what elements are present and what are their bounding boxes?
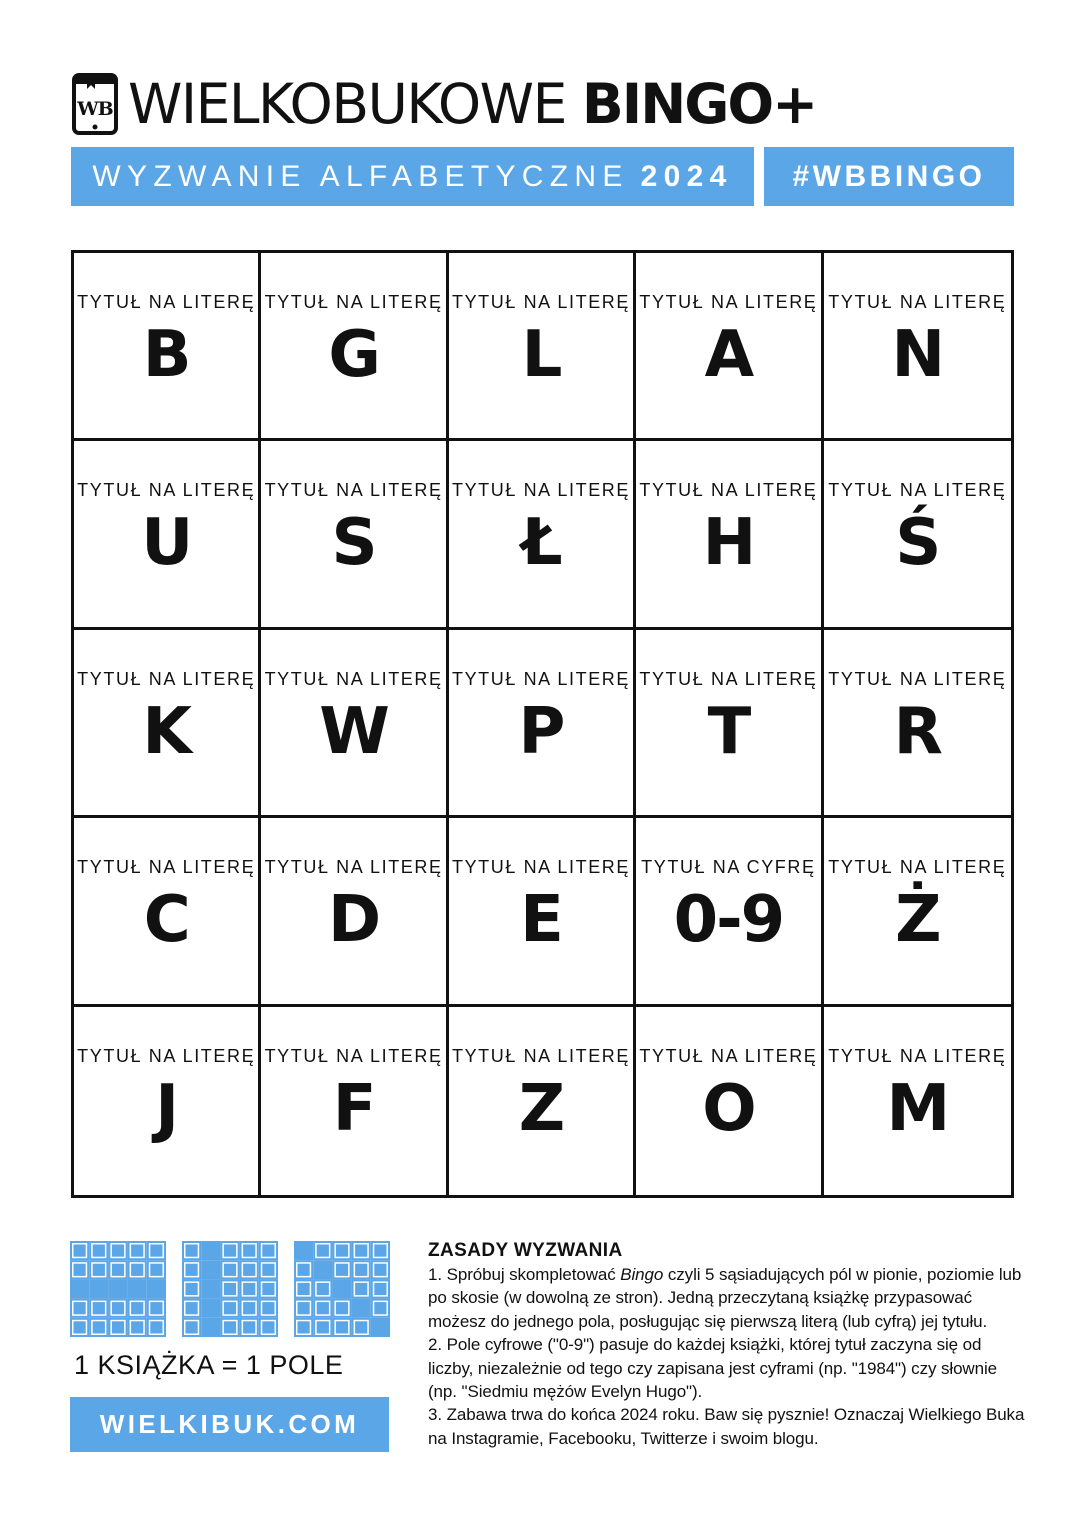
bingo-cell-label: TYTUŁ NA LITERĘ	[264, 1045, 443, 1066]
rule-caption: 1 KSIĄŻKA = 1 POLE	[74, 1350, 344, 1380]
bingo-cell-label: TYTUŁ NA CYFRĘ	[641, 857, 816, 878]
bingo-cell-label: TYTUŁ NA LITERĘ	[264, 292, 443, 312]
bingo-cell-letter: M	[886, 1071, 949, 1146]
bingo-cell-letter: K	[142, 694, 190, 769]
bingo-cell-letter: J	[155, 1071, 178, 1146]
bingo-cell[interactable]	[636, 1007, 823, 1195]
bingo-cell[interactable]	[824, 253, 1011, 441]
rule-3: 3. Zabawa trwa do końca 2024 roku. Baw się pysznie! Oznaczaj Wielkiego Buka na Instagramie, Facebooku, Twitterze i swoim blogu.	[428, 1405, 1025, 1448]
bingo-cell[interactable]	[636, 818, 823, 1006]
bingo-cell-letter: T	[707, 694, 750, 769]
bingo-cell-label: TYTUŁ NA LITERĘ	[264, 668, 443, 689]
bingo-cell[interactable]	[636, 253, 823, 441]
bingo-cell-label: TYTUŁ NA LITERĘ	[639, 480, 818, 501]
hashtag-text: #WBBINGO	[792, 159, 986, 193]
rules-body	[428, 1263, 1028, 1450]
bingo-cell-label: TYTUŁ NA LITERĘ	[264, 857, 443, 878]
bingo-cell-label: TYTUŁ NA LITERĘ	[828, 668, 1007, 689]
bingo-cell-label: TYTUŁ NA LITERĘ	[828, 292, 1007, 312]
rules-title: ZASADY WYZWANIA	[428, 1240, 623, 1261]
bingo-cell[interactable]	[824, 818, 1011, 1006]
bingo-patterns	[70, 1241, 390, 1337]
bingo-cell-label: TYTUŁ NA LITERĘ	[451, 857, 631, 878]
bingo-cell-letter: 0-9	[673, 883, 784, 958]
website-link[interactable]	[70, 1397, 389, 1452]
bingo-cell-label: TYTUŁ NA LITERĘ	[451, 480, 631, 501]
bingo-cell-label: TYTUŁ NA LITERĘ	[828, 480, 1007, 501]
bingo-cell-letter: H	[702, 506, 755, 581]
bingo-cell-label: TYTUŁ NA LITERĘ	[77, 668, 256, 689]
rule-2: 2. Pole cyfrowe ("0-9") pasuje do każdej książki, której tytuł zaczyna się od liczby, niezależnie od tego czy zapisana jest cyframi (np. "1984") czy słownie (np. "Siedmiu mężów Evelyn Hugo").	[428, 1335, 997, 1402]
bingo-cell-letter: E	[520, 883, 562, 958]
challenge-subtitle: WYZWANIE ALFABETYCZNE	[92, 159, 629, 193]
bingo-cell-letter: F	[332, 1071, 375, 1146]
bingo-cell-letter: L	[521, 318, 561, 392]
rule-1-end: czyli 5 sąsiadujących pól w pionie, poziomie lub po skosie (w dowolną ze stron). Jedną przeczytaną książkę przypasować możesz do jednego pola, posługując się pierwszą literą (lub cyfrą) jej tytułu.	[428, 1265, 1022, 1331]
bingo-cell-letter: C	[143, 883, 189, 958]
bingo-cell-letter: Ś	[895, 506, 940, 581]
bingo-cell-label: TYTUŁ NA LITERĘ	[639, 668, 818, 689]
rules-section	[428, 1239, 1028, 1450]
bingo-cell[interactable]	[824, 1007, 1011, 1195]
bingo-row-pattern-icon	[70, 1241, 166, 1337]
challenge-year: 2024	[640, 159, 733, 193]
bingo-cell-letter: G	[328, 318, 379, 392]
bingo-cell[interactable]	[449, 441, 636, 629]
bingo-cell-label: TYTUŁ NA LITERĘ	[828, 857, 1007, 878]
bingo-cell[interactable]	[449, 630, 636, 818]
bingo-cell[interactable]	[74, 630, 261, 818]
bingo-cell-label: TYTUŁ NA LITERĘ	[77, 292, 256, 312]
bingo-cell-letter: Ż	[895, 883, 940, 958]
bingo-cell[interactable]	[261, 630, 448, 818]
bingo-cell-label: TYTUŁ NA LITERĘ	[77, 857, 256, 878]
bingo-cell[interactable]	[824, 630, 1011, 818]
rule-1-start: 1. Spróbuj skompletować	[428, 1265, 621, 1284]
bingo-cell[interactable]	[74, 253, 261, 441]
bingo-cell-label: TYTUŁ NA LITERĘ	[451, 668, 631, 689]
bingo-cell-letter: Ł	[521, 506, 561, 581]
bingo-cell-label: TYTUŁ NA LITERĘ	[77, 480, 256, 501]
bingo-cell[interactable]	[74, 441, 261, 629]
bingo-cell-label: TYTUŁ NA LITERĘ	[77, 1045, 256, 1066]
brand-title-light: WIELKOBUKOWE	[128, 72, 566, 136]
bingo-cell-letter: Z	[518, 1071, 564, 1146]
bingo-cell[interactable]	[261, 253, 448, 441]
bingo-cell-letter: N	[891, 318, 944, 392]
bingo-cell-label: TYTUŁ NA LITERĘ	[639, 1045, 818, 1066]
rule-1	[428, 1263, 1028, 1333]
bingo-cell[interactable]	[74, 818, 261, 1006]
bingo-cell-letter: P	[518, 694, 564, 769]
bingo-cell[interactable]	[261, 1007, 448, 1195]
bingo-cell[interactable]	[449, 1007, 636, 1195]
brand-title	[128, 72, 816, 136]
bingo-cell-letter: A	[704, 318, 753, 392]
bingo-column-pattern-icon	[182, 1241, 278, 1337]
bingo-cell-label: TYTUŁ NA LITERĘ	[451, 292, 631, 312]
bingo-cell-label: TYTUŁ NA LITERĘ	[828, 1045, 1007, 1066]
bingo-cell[interactable]	[824, 441, 1011, 629]
bingo-cell[interactable]	[636, 630, 823, 818]
bingo-cell-label: TYTUŁ NA LITERĘ	[639, 292, 818, 312]
bingo-diagonal-pattern-icon	[294, 1241, 390, 1337]
header	[72, 70, 1014, 138]
bingo-cell-letter: S	[331, 506, 376, 581]
bingo-cell-letter: D	[328, 883, 380, 958]
bingo-cell-label: TYTUŁ NA LITERĘ	[264, 480, 443, 501]
bingo-cell-letter: R	[893, 694, 941, 769]
bingo-cell[interactable]	[449, 253, 636, 441]
challenge-banner	[71, 147, 754, 206]
logo-text: WB	[77, 98, 113, 120]
website-text: WIELKIBUK.COM	[99, 1409, 360, 1439]
bingo-cell-letter: B	[142, 318, 190, 392]
bingo-cell-letter: W	[319, 694, 388, 769]
bingo-cell[interactable]	[636, 441, 823, 629]
bingo-cell[interactable]	[449, 818, 636, 1006]
bingo-cell[interactable]	[74, 1007, 261, 1195]
rule-1-emphasis: Bingo	[620, 1265, 664, 1284]
bingo-grid	[71, 250, 1014, 1198]
bingo-cell-letter: O	[702, 1071, 755, 1146]
brand-title-bold: BINGO+	[581, 72, 817, 136]
book-logo-icon	[72, 73, 118, 135]
bingo-cell[interactable]	[261, 818, 448, 1006]
bingo-cell-label: TYTUŁ NA LITERĘ	[451, 1045, 631, 1066]
hashtag-banner	[764, 147, 1014, 206]
bingo-cell[interactable]	[261, 441, 448, 629]
bingo-cell-letter: U	[141, 506, 192, 581]
